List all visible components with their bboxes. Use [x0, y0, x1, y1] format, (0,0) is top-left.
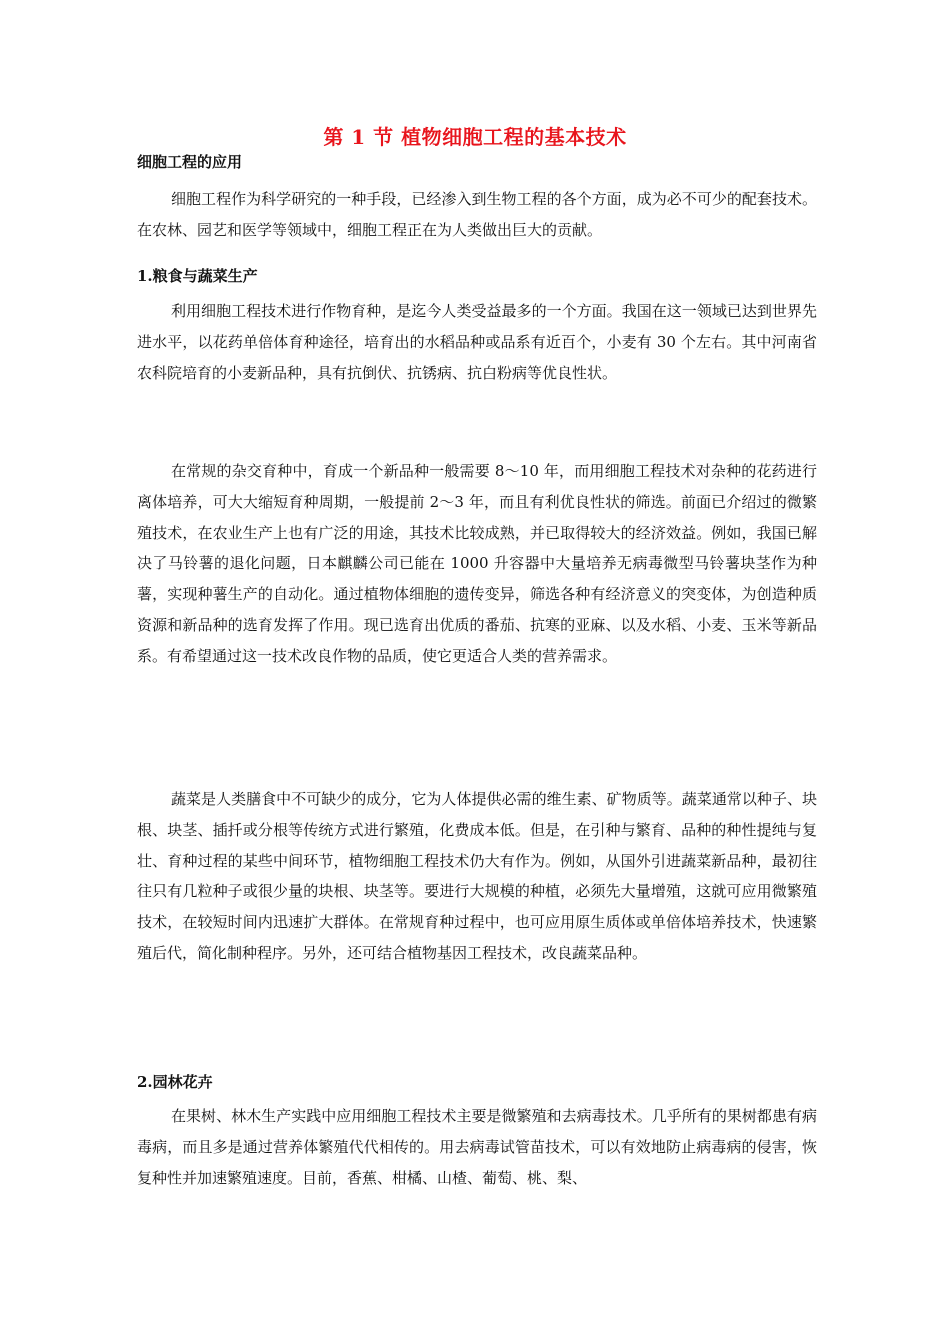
- paragraph-fruit-trees: 在果树、林木生产实践中应用细胞工程技术主要是微繁殖和去病毒技术。几乎所有的果树都患有病毒病，而且多是通过营养体繁殖代代相传的。用去病毒试管苗技术，可以有效地防止病毒病的侵害，恢复种性并加速繁殖速度。目前，香蕉、柑橘、山楂、葡萄、桃、梨、: [137, 1107, 817, 1187]
- paragraph-crop-breeding: 利用细胞工程技术进行作物育种，是迄今人类受益最多的一个方面。我国在这一领域已达到世界先进水平，以花药单倍体育种途径，培育出的水稻品种或品系有近百个，小麦有 30 个左右。其中河南省农科院培育的小麦新品种，具有抗倒伏、抗锈病、抗白粉病等优良性状。: [137, 302, 817, 382]
- intro-paragraph: 细胞工程作为科学研究的一种手段，已经渗入到生物工程的各个方面，成为必不可少的配套技术。在农林、园艺和医学等领域中，细胞工程正在为人类做出巨大的贡献。: [137, 190, 817, 239]
- document-title: 第 1 节 植物细胞工程的基本技术: [323, 125, 627, 149]
- paragraph-vegetables: 蔬菜是人类膳食中不可缺少的成分，它为人体提供必需的维生素、矿物质等。蔬菜通常以种子、块根、块茎、插扦或分根等传统方式进行繁殖，化费成本低。但是，在引种与繁育、品种的种性提纯与复壮、育种过程的某些中间环节，植物细胞工程技术仍大有作为。例如，从国外引进蔬菜新品种，最初往往只有几粒种子或很少量的块根、块茎等。要进行大规模的种植，必须先大量增殖，这就可应用微繁殖技术，在较短时间内迅速扩大群体。在常规育种过程中，也可应用原生质体或单倍体培养技术，快速繁殖后代，简化制种程序。另外，还可结合植物基因工程技术，改良蔬菜品种。: [137, 790, 817, 962]
- subsection-heading-horticulture: 2.园林花卉: [137, 1073, 213, 1091]
- paragraph-hybrid-breeding: 在常规的杂交育种中，育成一个新品种一般需要 8～10 年，而用细胞工程技术对杂种的花药进行离体培养，可大大缩短育种周期，一般提前 2～3 年，而且有利优良性状的筛选。前面已介绍过的微繁殖技术，在农业生产上也有广泛的用途，其技术比较成熟，并已取得较大的经济效益。例如，我国已解决了马铃薯的退化问题，日本麒麟公司已能在 1000 升容器中大量培养无病毒微型马铃薯块茎作为种薯，实现种薯生产的自动化。通过植物体细胞的遗传变异，筛选各种有经济意义的突变体，为创造种质资源和新品种的选育发挥了作用。现已选育出优质的番茄、抗寒的亚麻、以及水稻、小麦、玉米等新品系。有希望通过这一技术改良作物的品质，使它更适合人类的营养需求。: [137, 462, 817, 665]
- subsection-heading-grain-vegetables: 1.粮食与蔬菜生产: [137, 267, 258, 285]
- section-heading: 细胞工程的应用: [137, 153, 243, 171]
